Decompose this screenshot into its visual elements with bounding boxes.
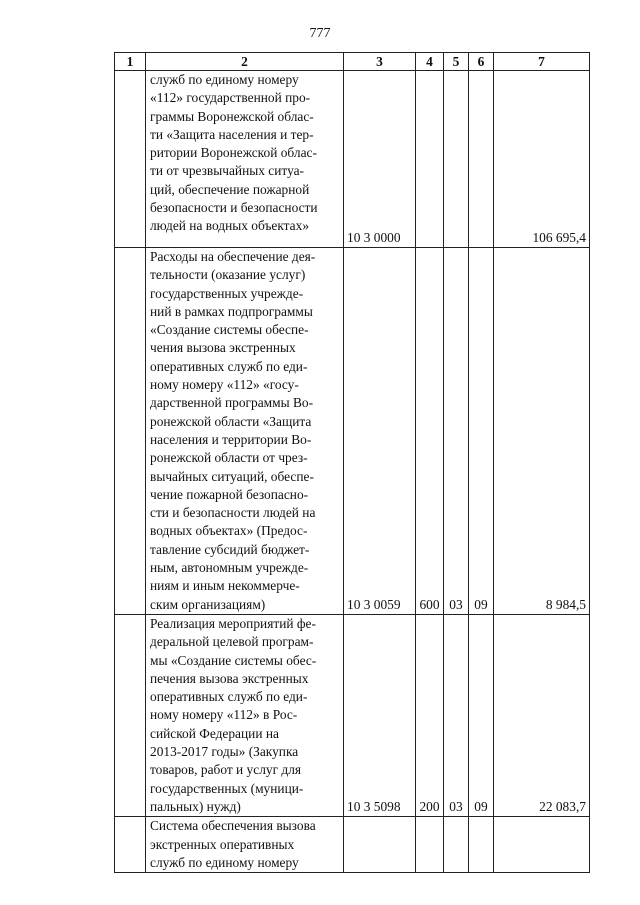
subsection-cell: 09 (469, 248, 494, 615)
column-header: 5 (444, 53, 469, 71)
subsection-cell (469, 817, 494, 873)
target-code-cell: 10 3 0059 (344, 248, 416, 615)
column-header-row (115, 53, 590, 71)
amount-cell: 22 083,7 (494, 614, 590, 816)
section-cell: 03 (444, 614, 469, 816)
expense-type-cell: 600 (416, 248, 444, 615)
budget-table (114, 52, 590, 873)
target-code-cell: 10 3 5098 (344, 614, 416, 816)
expense-type-cell (416, 817, 444, 873)
subsection-cell: 09 (469, 614, 494, 816)
subsection-cell (469, 71, 494, 248)
column-header: 7 (494, 53, 590, 71)
column-header: 6 (469, 53, 494, 71)
amount-cell: 8 984,5 (494, 248, 590, 615)
amount-cell (494, 817, 590, 873)
expense-name-cell: Реализация мероприятий фе- деральной целевой програм- мы «Создание системы обес- печения вызова экстренных оперативных служб по еди- ному номеру «112» в Рос- сийской Федерации на 2013-2017 годы» (Закупка товаров, работ и услуг для государственных (муници- пальных) нужд) (146, 614, 344, 816)
section-cell (444, 817, 469, 873)
target-code-cell (344, 817, 416, 873)
row-number-cell (115, 817, 146, 873)
column-header: 3 (344, 53, 416, 71)
expense-name-cell: Расходы на обеспечение дея- тельности (оказание услуг) государственных учрежде- ний в рамках подпрограммы «Создание системы обеспе- чения вызова экстренных оперативных служб по еди- ному номеру «112» «госу- дарственной программы Во- ронежской области «Защита населения и территории Во- ронежской области от чрез- вычайных ситуаций, обеспе- чение пожарной безопасно- сти и безопасности людей на водных объектах» (Предос- тавление субсидий бюджет- ным, автономным учрежде- ниям и иным некоммерче- ским организациям) (146, 248, 344, 615)
row-number-cell (115, 614, 146, 816)
target-code-cell: 10 3 0000 (344, 71, 416, 248)
expense-type-cell: 200 (416, 614, 444, 816)
row-number-cell (115, 71, 146, 248)
column-header: 2 (146, 53, 344, 71)
table-row (115, 817, 590, 873)
table-row (115, 248, 590, 615)
column-header: 1 (115, 53, 146, 71)
page-number: 777 (309, 26, 331, 41)
table-row (115, 614, 590, 816)
expense-name-cell: Система обеспечения вызова экстренных оперативных служб по единому номеру (146, 817, 344, 873)
section-cell (444, 71, 469, 248)
row-number-cell (115, 248, 146, 615)
expense-type-cell (416, 71, 444, 248)
table-row (115, 71, 590, 248)
expense-name-cell: служб по единому номеру «112» государственной про- граммы Воронежской облас- ти «Защита населения и тер- ритории Воронежской облас- ти от чрезвычайных ситуа- ций, обеспечение пожарной безопасности и безопасности людей на водных объектах» (146, 71, 344, 248)
section-cell: 03 (444, 248, 469, 615)
column-header: 4 (416, 53, 444, 71)
amount-cell: 106 695,4 (494, 71, 590, 248)
